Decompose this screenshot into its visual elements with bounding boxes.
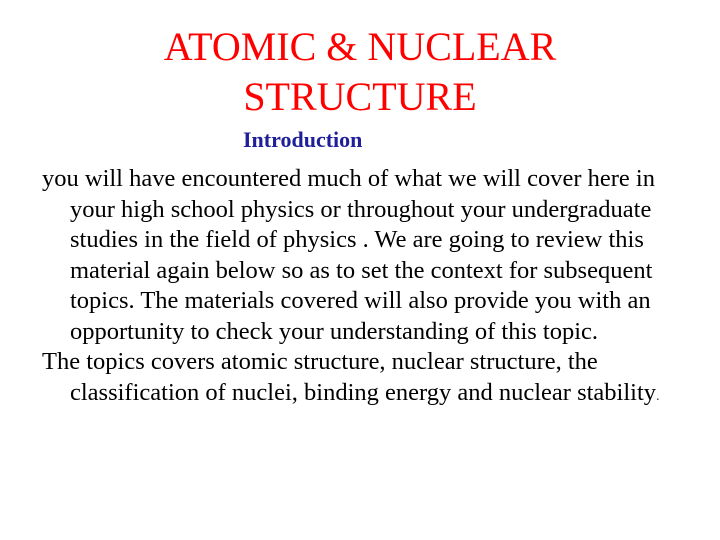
slide-subtitle: Introduction (243, 127, 363, 152)
slide-title-line1: ATOMIC & NUCLEAR (163, 24, 557, 69)
body-paragraph-1: you will have encountered much of what we will cover here in your high school physics or throughout your undergraduate studies in the field of physics . We are going to review this material again below so as to set the context for subsequent topics. The materials covered will also provide you with an opportunity to check your understanding of this topic. (42, 165, 655, 345)
slide-title (0, 22, 720, 122)
body-paragraph-2-text: The topics covers atomic structure, nuclear structure, the classification of nuclei, binding energy and nuclear stability (42, 348, 657, 406)
slide-body (42, 164, 692, 412)
slide-title-line2: STRUCTURE (243, 74, 477, 119)
body-paragraph-2-period: . (656, 388, 660, 404)
body-paragraph-2 (42, 347, 692, 412)
